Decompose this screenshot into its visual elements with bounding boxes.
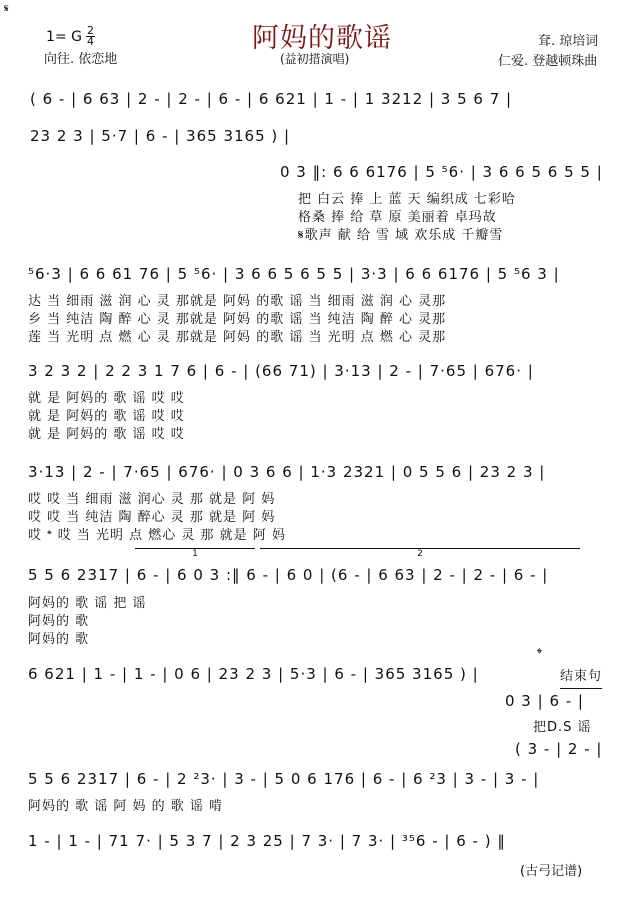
score-line-7: 5 5 6 2317 | 6 - | 6 0 3 :‖ 6 - | 6 0 | (6 - | 6 63 | 2 - | 2 - | 6 - | [28, 566, 549, 584]
lyric-3-2: 格桑 捧 给 草 原 美丽着 卓玛故 [298, 210, 497, 225]
key-label: 1= G [46, 28, 82, 45]
lyric-4-2: 乡 当 纯洁 陶 醉 心 灵 那就是 阿妈 的歌 谣 当 纯洁 陶 醉 心 灵那 [28, 312, 447, 327]
score-line-6: 3·13 | 2 - | 7·65 | 676· | 0 3 6 6 | 1·3 2321 | 0 5 5 6 | 23 2 3 | [28, 463, 546, 481]
lyric-5-3: 就 是 阿妈的 歌 谣 哎 哎 [28, 427, 185, 442]
song-title: 阿妈的歌谣 [252, 23, 392, 54]
coda-line-2: ( 3 - | 2 - | [515, 740, 603, 758]
volta-1: 1 [135, 548, 255, 559]
volta-2: 2 [260, 548, 580, 559]
coda-label: 结束句 [560, 665, 602, 689]
lyric-7-3: 阿妈的 歌 [28, 632, 90, 647]
singer-credit: (益初措演唱) [280, 52, 350, 66]
composer-credit: 仁爱. 登越顿珠曲 [498, 54, 598, 69]
time-bottom: 4 [86, 35, 94, 48]
lyric-6-2: 哎 哎 当 纯洁 陶 醉心 灵 那 就是 阿 妈 [28, 510, 276, 525]
score-line-1: ( 6 - | 6 63 | 2 - | 2 - | 6 - | 6 621 | 1 - | 1 3212 | 3 5 6 7 | [30, 90, 513, 108]
score-line-2: 23 2 3 | 5·7 | 6 - | 365 3165 ) | [30, 127, 291, 145]
transcriber-credit: (古弓记谱) [520, 864, 583, 879]
coda-line-1: 0 3 | 6 - | [505, 692, 584, 710]
lyric-7-1: 阿妈的 歌 谣 把 谣 [28, 596, 147, 611]
score-line-3: 0 3 ‖: 6 6 6176 | 5 ⁵6· | 3 6 6 5 6 5 5 | [280, 163, 603, 181]
lyric-3-3: 𝄋歌声 献 给 雪 域 欢乐成 千瓣雪 [298, 228, 504, 243]
coda-lyric: 把D.S 谣 [533, 720, 592, 735]
coda-sign: 𝄌 [537, 646, 542, 662]
score-line-10: 1 - | 1 - | 71 7· | 5 3 7 | 2 3 25 | 7 3· | 7 3· | ³⁵6 - | 6 - ) ‖ [28, 832, 506, 850]
lyric-3-1: 把 白云 捧 上 蓝 天 编织成 七彩哈 [298, 192, 516, 207]
lyric-9: 阿妈的 歌 谣 阿 妈 的 歌 谣 啃 [28, 799, 224, 814]
lyricist-credit: 耷. 琼培词 [538, 34, 599, 49]
tempo-marking: 向往. 依恋地 [44, 52, 118, 67]
key-signature [46, 26, 95, 47]
score-line-4: ⁵6·3 | 6 6 61 76 | 5 ⁵6· | 3 6 6 5 6 5 5 | 3·3 | 6 6 6176 | 5 ⁵6 3 | [28, 265, 560, 283]
lyric-6-3: 哎 𝄌 哎 当 光明 点 燃心 灵 那 就是 阿 妈 [28, 528, 286, 543]
score-line-9: 5 5 6 2317 | 6 - | 2 ²3· | 3 - | 5 0 6 176 | 6 - | 6 ²3 | 3 - | 3 - | [28, 770, 540, 788]
score-line-5: 3 2 3 2 | 2 2 3 1 7 6 | 6 - | (66 71) | 3·13 | 2 - | 7·65 | 676· | [28, 362, 534, 380]
lyric-5-1: 就 是 阿妈的 歌 谣 哎 哎 [28, 391, 185, 406]
lyric-4-1: 达 当 细雨 滋 润 心 灵 那就是 阿妈 的歌 谣 当 细雨 滋 润 心 灵那 [28, 294, 447, 309]
lyric-7-2: 阿妈的 歌 [28, 614, 90, 629]
lyric-4-3: 莲 当 光明 点 燃 心 灵 那就是 阿妈 的歌 谣 当 光明 点 燃 心 灵那 [28, 330, 447, 345]
lyric-5-2: 就 是 阿妈的 歌 谣 哎 哎 [28, 409, 185, 424]
time-top: 2 [86, 24, 94, 37]
lyric-6-1: 哎 哎 当 细雨 滋 润心 灵 那 就是 阿 妈 [28, 492, 276, 507]
score-line-8: 6 621 | 1 - | 1 - | 0 6 | 23 2 3 | 5·3 | 6 - | 365 3165 ) | [28, 665, 479, 683]
time-signature [86, 26, 95, 47]
segno-mark: 𝄋 [4, 2, 9, 15]
